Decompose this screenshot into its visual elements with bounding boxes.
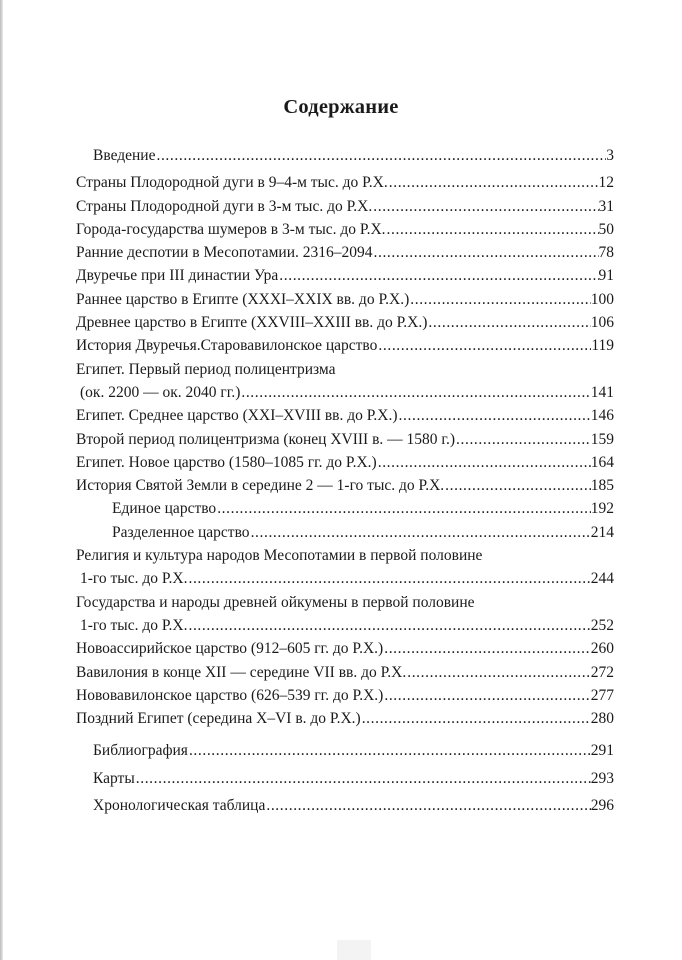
toc-page-number: 159 bbox=[590, 430, 614, 448]
toc-page-number: 260 bbox=[590, 640, 614, 658]
toc-entry-text: 1-го тыс. до Р.Х. bbox=[80, 570, 188, 588]
toc-entry bbox=[76, 451, 614, 474]
toc-entry-chronology bbox=[76, 794, 614, 817]
dot-leader bbox=[265, 794, 590, 817]
toc-entry-text: Вавилония в конце XII — середине VII вв. до Р.Х. bbox=[76, 663, 407, 681]
toc-entry bbox=[76, 195, 614, 218]
toc-entry-text: Двуречье при III династии Ура bbox=[76, 267, 279, 285]
toc-entry bbox=[76, 474, 614, 497]
page-left-edge bbox=[0, 0, 3, 960]
toc-page-number: 78 bbox=[598, 244, 614, 262]
toc-page-number: 3 bbox=[606, 147, 614, 164]
toc-page-number: 296 bbox=[590, 797, 614, 815]
toc-entry bbox=[76, 661, 614, 684]
toc-entry-continuation bbox=[76, 381, 614, 404]
dot-leader bbox=[278, 264, 598, 287]
dot-leader bbox=[406, 661, 591, 684]
toc-page-number: 12 bbox=[598, 174, 614, 192]
toc-entry-text: (ок. 2200 — ок. 2040 гг.) bbox=[80, 383, 241, 401]
toc-page-number: 192 bbox=[590, 500, 614, 518]
dot-leader bbox=[455, 428, 591, 451]
toc-page-number: 185 bbox=[590, 477, 614, 495]
toc-entry-text: История Святой Земли в середине 2 — 1-го тыс. до Р.Х. bbox=[76, 477, 445, 495]
dot-leader bbox=[409, 288, 591, 311]
toc-page-number: 244 bbox=[590, 570, 614, 588]
dot-leader bbox=[361, 707, 591, 730]
toc-entry bbox=[76, 637, 614, 660]
toc-page-number: 293 bbox=[590, 769, 614, 787]
dot-leader bbox=[383, 637, 591, 660]
toc-entry-text: Нововавилонское царство (626–539 гг. до Р.Х.) bbox=[76, 686, 384, 704]
toc-page-number: 291 bbox=[590, 742, 614, 760]
dot-leader bbox=[216, 497, 591, 520]
toc-entry-text: Карты bbox=[93, 769, 135, 787]
toc-page-number: 146 bbox=[590, 407, 614, 425]
dot-leader bbox=[135, 767, 591, 790]
toc-page-number: 119 bbox=[591, 337, 614, 355]
toc-entry-text: Новоассирийское царство (912–605 гг. до Р.Х.) bbox=[76, 640, 384, 658]
toc-page-number: 272 bbox=[590, 663, 614, 681]
toc-entry-text: Введение bbox=[93, 147, 156, 164]
dot-leader bbox=[188, 739, 591, 762]
toc-entry-first-line: Религия и культура народов Месопотамии в первой половине bbox=[76, 547, 483, 565]
toc-page-number: 252 bbox=[590, 616, 614, 634]
toc-entry bbox=[76, 311, 614, 334]
toc-subentry bbox=[76, 497, 614, 520]
toc-entry-text: Поздний Египет (середина X–VI в. до Р.Х.) bbox=[76, 710, 361, 728]
toc-entry-text: История Двуречья.Старовавилонское царство bbox=[76, 337, 378, 355]
dot-leader bbox=[427, 311, 590, 334]
toc-entry-text: Страны Плодородной дуги в 3-м тыс. до Р.Х. bbox=[76, 197, 373, 215]
toc-entry-continuation bbox=[76, 567, 614, 590]
toc-entry bbox=[76, 288, 614, 311]
dot-leader bbox=[372, 195, 598, 218]
toc-entry-bibliography bbox=[76, 739, 614, 762]
toc-entry bbox=[76, 404, 614, 427]
toc-entry bbox=[76, 218, 614, 241]
toc-entry bbox=[76, 264, 614, 287]
toc-entry-text: Библиография bbox=[93, 742, 188, 760]
toc-entry-text: Древнее царство в Египте (XXVIII–XXIII вв. до Р.Х.) bbox=[76, 314, 428, 332]
page-bottom-mark bbox=[337, 940, 371, 960]
toc-entry-first-line: Государства и народы древней ойкумены в первой половине bbox=[76, 593, 475, 611]
dot-leader bbox=[377, 334, 591, 357]
toc-page-number: 31 bbox=[598, 197, 614, 215]
toc-page-number: 106 bbox=[590, 314, 614, 332]
toc-entry-first-line: Египет. Первый период полицентризма bbox=[76, 360, 336, 378]
toc-entry-introduction bbox=[76, 144, 614, 167]
toc-page-number: 100 bbox=[590, 290, 614, 308]
dot-leader bbox=[240, 381, 590, 404]
dot-leader bbox=[398, 404, 591, 427]
toc-subentry bbox=[76, 521, 614, 544]
toc-entry-continuation bbox=[76, 614, 614, 637]
toc-entry-text: Города-государства шумеров в 3-м тыс. до Р.Х. bbox=[76, 220, 386, 238]
toc-page-number: 164 bbox=[590, 453, 614, 471]
toc-page-number: 277 bbox=[590, 686, 614, 704]
toc-entry bbox=[76, 428, 614, 451]
dot-leader bbox=[187, 567, 590, 590]
dot-leader bbox=[187, 614, 590, 637]
toc-entry-text: Страны Плодородной дуги в 9–4-м тыс. до Р.Х. bbox=[76, 174, 388, 192]
page-title: Содержание bbox=[283, 96, 399, 118]
table-of-contents bbox=[76, 144, 614, 817]
toc-entry-text: Раннее царство в Египте (XXXI–XXIX вв. до Р.Х.) bbox=[76, 290, 410, 308]
dot-leader bbox=[444, 474, 591, 497]
dot-leader bbox=[155, 144, 606, 167]
toc-entry-text: Египет. Среднее царство (XXI–XVIII вв. до Р.Х.) bbox=[76, 407, 398, 425]
dot-leader bbox=[388, 171, 599, 194]
toc-entry-text: Египет. Новое царство (1580–1085 гг. до Р.Х.) bbox=[76, 453, 377, 471]
toc-page-number: 50 bbox=[598, 220, 614, 238]
dot-leader bbox=[373, 241, 599, 264]
toc-entry bbox=[76, 241, 614, 264]
toc-page-number: 280 bbox=[590, 710, 614, 728]
dot-leader bbox=[377, 451, 591, 474]
toc-page-number: 91 bbox=[598, 267, 614, 285]
toc-entry bbox=[76, 684, 614, 707]
toc-entry-text: Хронологическая таблица bbox=[93, 797, 266, 815]
toc-page-number: 214 bbox=[590, 523, 614, 541]
toc-entry-maps bbox=[76, 767, 614, 790]
dot-leader bbox=[386, 218, 599, 241]
toc-entry bbox=[76, 171, 614, 194]
toc-entry bbox=[76, 334, 614, 357]
toc-entry-text: Второй период полицентризма (конец XVIII в. — 1580 г.) bbox=[76, 430, 456, 448]
dot-leader bbox=[383, 684, 590, 707]
toc-page-number: 141 bbox=[590, 383, 614, 401]
dot-leader bbox=[250, 521, 591, 544]
toc-entry bbox=[76, 707, 614, 730]
toc-entry-text: Разделенное царство bbox=[112, 523, 250, 541]
toc-entry-text: 1-го тыс. до Р.Х. bbox=[80, 616, 188, 634]
toc-entry-text: Ранние деспотии в Месопотамии. 2316–2094 bbox=[76, 244, 373, 262]
toc-entry-text: Единое царство bbox=[112, 500, 217, 518]
